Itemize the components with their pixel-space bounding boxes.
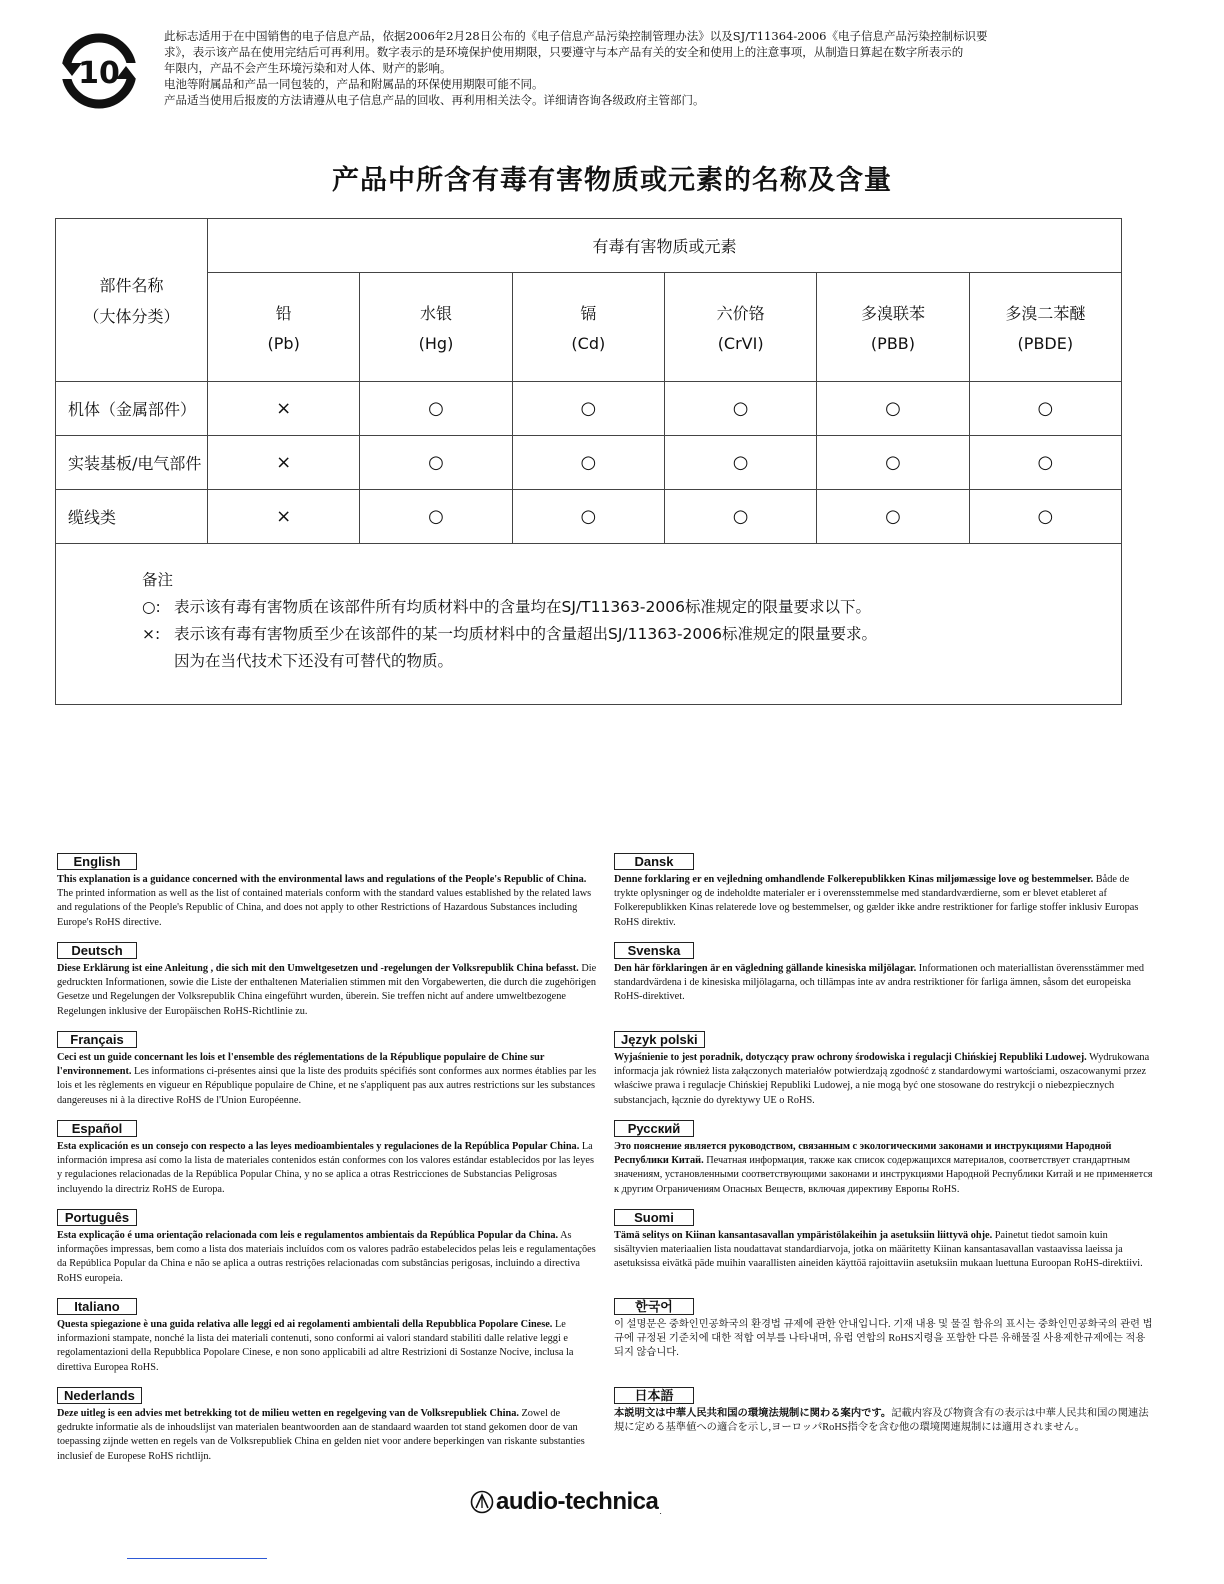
brand-name: audio-technica [496,1488,659,1515]
substance-mark: ○ [664,436,816,490]
substance-header [360,273,512,382]
substances-header: 有毒有害物质或元素 [208,219,1122,273]
table-row [56,436,1122,490]
language-lead: Den här förklaringen är en vägledning gällande kinesiska miljölagar. [614,963,917,974]
language-lead: Esta explicação é uma orientação relacionada com leis e regulamentos ambientais da República Popular da China. [57,1230,559,1241]
language-label: Русский [614,1120,694,1137]
footer-divider [127,1558,267,1559]
language-body: As informações impressas, bem como a lista dos materiais incluídos com os valores padrão estabelecidos pelas leis e regulamentações da República Popular da China e não se aplica a outras restrições relacionadas com substâncias perigosas, incluindo a directiva RoHS europeia. [57,1230,596,1284]
language-section [614,940,1154,1029]
language-label: Dansk [614,853,694,870]
language-section [614,1207,1154,1296]
environmental-protection-logo [58,30,140,112]
language-lead: Esta explicación es un consejo con respecto a las leyes medioambientales y regulaciones de la República Popular China. [57,1141,580,1152]
substance-symbol: (PBB) [870,334,916,353]
language-label: English [57,853,137,870]
language-section [57,1385,597,1474]
language-body: Zowel de gedrukte informatie als de inhoudslijst van materialen beantwoorden aan de standaard waarden tot stand gekomen door de van toepassing zijnde wetten en regels van de Volksrepubliek China en gelden niet voor andere beperkingen van riskante substanties inclusief de Europese RoHS richtlijn. [57,1408,585,1462]
substance-header [664,273,816,382]
note-cross [142,622,877,644]
substance-header [208,273,360,382]
language-lead: Это пояснение является руководством, связанным с экологическими законами и инструкциями Народной Республики Китай. [614,1141,1112,1167]
language-body: Painetut tiedot samoin kuin sisältyvien materiaalien lista noudattavat standardiarvoja, jotka on määritetty Kiinan kansantasavallan vastaavissa laeissa ja asetuksissa eivätkä päde muihin vaarallisten aineiden käyttöä rajoittaviin asetuksiin mukaan luettuna Euroopan RoHS-direktiivi. [614,1230,1143,1270]
substance-header [817,273,969,382]
part-name: 实装基板/电气部件 [56,436,208,490]
language-label: Español [57,1120,137,1137]
language-section [614,1296,1154,1385]
header-line: 产品适当使用后报废的方法请遵从电子信息产品的回收、再利用相关法令。详细请咨询各级政府主管部门。 [164,93,705,107]
substance-mark: × [208,436,360,490]
language-section [57,1118,597,1207]
language-body: Både de trykte oplysninger og de indeholdte materialer er i overensstemmelse med standardværdierne, som er blevet etableret af Folkerepublikken Kinas relaterede love og bestemmelser, og gælder ikke andre restriktioner for farlige stoffer inklusiv Europas RoHS direktiv. [614,874,1139,928]
note-circle [142,595,871,617]
language-label: Suomi [614,1209,694,1226]
substance-symbol: (Cd) [571,334,606,353]
language-label: 한국어 [614,1298,694,1315]
substance-header [969,273,1121,382]
language-body: The printed information as well as the list of contained materials conform with the standard values established by the related laws and regulations of the People's Republic of China, and does not apply to other Restrictions of Hazardous Substances including Europe's RoHS directive. [57,888,592,928]
notes-box [55,542,1122,705]
header-line: 电池等附属品和产品一同包装的，产品和附属品的环保使用期限可能不同。 [164,77,544,91]
language-section [57,1296,597,1385]
language-label: Français [57,1031,137,1048]
header-text [164,28,1124,108]
language-label: Nederlands [57,1387,142,1404]
circle-note-text: 表示该有毒有害物质在该部件所有均质材料中的含量均在SJ/T11363-2006标准规定的限量要求以下。 [174,598,871,616]
substance-mark: ○ [969,436,1121,490]
header-line: 求》，表示该产品在使用完结后可再利用。数字表示的是环境保护使用期限，只要遵守与本产品有关的安全和使用上的注意事项，从制造日算起在数字所表示的 [164,45,964,59]
page-title: 产品中所含有毒有害物质或元素的名称及含量 [332,165,892,196]
substance-mark: ○ [360,382,512,436]
language-section [614,1118,1154,1207]
logo-number: 10 [78,56,120,91]
language-lead: Tämä selitys on Kiinan kansantasavallan ympäristölakeihin ja asetuksiin liittyvä ohje. [614,1230,993,1241]
substance-mark: ○ [512,436,664,490]
part-header-line1: 部件名称 [99,276,164,295]
language-column-left [57,851,597,1474]
language-lead: Denne forklaring er en vejledning omhandlende Folkerepublikken Kinas miljømæssige love og bestemmelser. [614,874,1094,885]
substance-mark: × [208,490,360,544]
substance-mark: ○ [969,382,1121,436]
language-body: Die gedruckten Informationen, sowie die Liste der enthaltenen Materialien stimmen mit den Vorgabewerten, die durch die zugehörigen Gesetze und Regelungen der Volksrepublik China eingeführt wurden, überein. Sie treffen nicht auf andere umweltbezogene Regelungen inklusive der Europäischen RoHS-Richtlinie zu. [57,963,597,1017]
part-name-header [56,219,208,382]
language-column-right [614,851,1154,1474]
language-lead: Wyjaśnienie to jest poradnik, dotyczący praw ochrony środowiska i regulacji Chińskiej Republiki Ludowej. [614,1052,1087,1063]
language-label: 日本語 [614,1387,694,1404]
language-label: Język polski [614,1031,705,1048]
circle-symbol: ○: [142,598,161,616]
substance-header [512,273,664,382]
brand-suffix: . [659,1506,662,1516]
hazardous-substances-table [55,218,1122,544]
cross-note-text: 表示该有毒有害物质至少在该部件的某一均质材料中的含量超出SJ/11363-2006标准规定的限量要求。 [174,625,877,643]
language-body: Печатная информация, также как список содержащихся материалов, соответствует стандартным значениям, установленными соответствующими законами и инструкциями Народной Республики Китай и не применяется к другим Ограничениям Опасных Веществ, включая директиву Европы RoHS. [614,1155,1153,1195]
substance-name: 镉 [580,304,597,323]
substance-mark: ○ [969,490,1121,544]
substance-name: 水银 [419,304,452,323]
language-label: Italiano [57,1298,137,1315]
table-row [56,490,1122,544]
language-section [614,1385,1154,1474]
language-lead: Questa spiegazione è una guida relativa alle leggi ed ai regolamenti ambientali della Repubblica Popolare Cinese. [57,1319,553,1330]
language-section [57,1207,597,1296]
language-lead: 本説明文は中華人民共和国の環境法規制に関わる案内です。 [614,1408,892,1419]
language-section [57,851,597,940]
language-body: La información impresa así como la lista de materiales contenidos están conformes con los valores estándar establecidos por las leyes y regulaciones relacionadas de la República Popular China, y no se aplica a otras Restricciones de Substancias Peligrosas incluyendo la directriz RoHS de Europa. [57,1141,594,1195]
language-section [57,940,597,1029]
substance-symbol: (PBDE) [1017,334,1074,353]
substance-mark: ○ [664,382,816,436]
language-section [614,851,1154,940]
substance-mark: ○ [360,490,512,544]
substance-mark: ○ [512,490,664,544]
brand-logo [470,1488,661,1516]
language-lead: Ceci est un guide concernant les lois et l'ensemble des réglementations de la République populaire de Chine sur l'environnement. [57,1052,545,1078]
header-line: 此标志适用于在中国销售的电子信息产品，依据2006年2月28日公布的《电子信息产品污染控制管理办法》以及SJ/T11364-2006《电子信息产品污染控制标识要 [164,29,988,43]
substance-name: 铅 [275,304,292,323]
substance-name: 多溴联苯 [860,304,925,323]
audio-technica-emblem-icon [470,1490,494,1514]
cross-symbol: ×: [142,625,161,643]
part-name: 缆线类 [56,490,208,544]
language-body: 記載内容及び物資含有の表示は中華人民共和国の関連法規に定める基準値への適合を示し,ヨーロッパRoHS指令を含む他の環境関連規制には適用されません。 [614,1408,1149,1434]
substance-mark: ○ [664,490,816,544]
language-lead: Deze uitleg is een advies met betrekking tot de milieu wetten en regelgeving van de Volksrepubliek China. [57,1408,519,1419]
substance-mark: ○ [817,490,969,544]
substance-symbol: (Pb) [267,334,300,353]
language-label: Svenska [614,942,694,959]
substance-mark: ○ [512,382,664,436]
language-body: Informationen och materiallistan överensstämmer med standardvärdena i de kinesiska miljölagarna, och tillämpas inte av andra restriktioner för farliga ämnen, såsom det europeiska RoHS-direktivet. [614,963,1145,1003]
language-label: Português [57,1209,137,1226]
language-lead: This explanation is a guidance concerned with the environmental laws and regulations of the People's Republic of China. [57,874,587,885]
substance-symbol: (Hg) [418,334,454,353]
substance-symbol: (CrVI) [717,334,764,353]
substance-mark: ○ [817,382,969,436]
header-line: 年限内，产品不会产生环境污染和对人体、财产的影响。 [164,61,452,75]
cross-note-text-2: 因为在当代技术下还没有可替代的物质。 [174,652,454,670]
language-body: Wydrukowana informacja jak również lista załączonych materiałów potwierdzają zgodność z standardowymi wartościami, oszacowanymi przez właściwe prawa i regulacje Chińskiej Republiki Ludowej, a nie mogą być one stosowane do restrykcji o niebezpiecznych substancjach, łącznie do dyrektywy UE o RoHS. [614,1052,1150,1106]
substance-mark: ○ [817,436,969,490]
part-name: 机体（金属部件） [56,382,208,436]
language-label: Deutsch [57,942,137,959]
language-body: 이 설명문은 중화인민공화국의 환경법 규제에 관한 안내입니다. 기재 내용 및 물질 함유의 표시는 중화인민공화국의 관련 법규에 규정된 기준치에 대한 적합 여부를 나타내며, 유럽 연합의 RoHS지령을 포함한 다른 유해물질 사용제한규제에는 적용되지 않습니다. [614,1319,1153,1359]
table-row [56,382,1122,436]
substance-name: 六价铬 [716,304,765,323]
substance-name: 多溴二苯醚 [1005,304,1086,323]
language-section [614,1029,1154,1118]
language-section [57,1029,597,1118]
substance-mark: × [208,382,360,436]
language-body: Le informazioni stampate, nonché la lista dei materiali contenuti, sono conformi ai valori standard stabiliti dalle relative leggi e regolamentazioni della Repubblica Popolare Cinese, e non sono applicabili ad altre Restrizioni di Sostanze Nocive, inclusa la direttiva Europea RoHS. [57,1319,574,1373]
language-body: Les informations ci-présentes ainsi que la liste des produits spécifiés sont conformes aux normes établies par les lois et les règlements en vigueur en République populaire de Chine, et ne s'appliquent pas aux autres restrictions sur les substances dangereuses ni à la directive RoHS de l'Union Européenne. [57,1066,597,1106]
language-lead: Diese Erklärung ist eine Anleitung , die sich mit den Umweltgesetzen und -regelungen der Volksrepublik China befasst. [57,963,579,974]
notes-heading: 备注 [142,571,174,589]
part-header-line2: （大体分类） [83,307,180,326]
substance-mark: ○ [360,436,512,490]
